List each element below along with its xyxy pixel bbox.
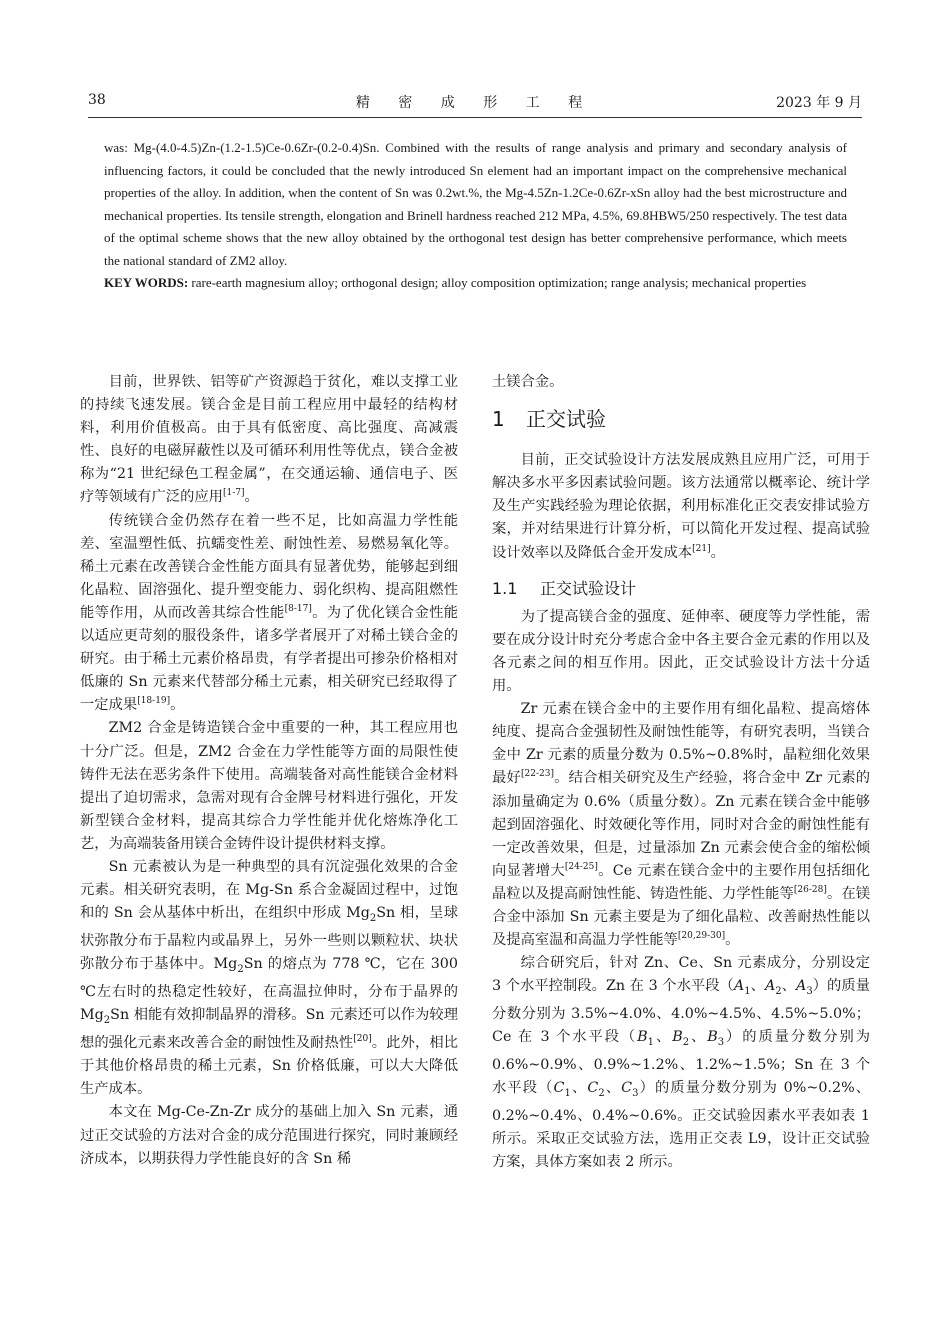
- factor-symbol: C: [621, 1080, 633, 1097]
- left-column: [80, 371, 458, 1171]
- text: 。结合相关研究及生产经验，将合金中 Zr 元素的添加量确定为 0.6%（质量分数）。Zn 元素在镁合金中能够起到固溶强化、时效硬化等作用，同时对合金的耐蚀性能有一定改善效果，但是，过量添加 Zn 元素会使合金的缩松倾向显著增大: [492, 770, 870, 879]
- abstract-text: was: Mg-(4.0-4.5)Zn-(1.2-1.5)Ce-0.6Zr-(0.2-0.4)Sn. Combined with the results of range analysis and primary and secondary analysis of influencing factors, it could be concluded that the newly introduced Sn element had an important impact on the comprehensive mechanical properties of the alloy. In addition, when the content of Sn was 0.2wt.%, the Mg-4.5Zn-1.2Ce-0.6Zr-xSn alloy had the best microstructure and mechanical properties. Its tensile strength, elongation and Brinell hardness reached 212 MPa, 4.5%, 69.8HBW5/250 respectively. The test data of the optimal scheme shows that the new alloy obtained by the orthogonal test design has better comprehensive performance, which meets the national standard of ZM2 alloy.: [104, 140, 847, 268]
- citation: [22-23]: [520, 769, 554, 780]
- factor-symbol: C: [587, 1080, 599, 1097]
- subscript: 2: [598, 1088, 605, 1100]
- right-column: [492, 371, 870, 1175]
- text: 目前，世界铁、铝等矿产资源趋于贫化，难以支撑工业的持续飞速发展。镁合金是目前工程应用中最轻的结构材料，利用价值极高。由于具有低密度、高比强度、高减震性、良好的电磁屏蔽性以及可循环利用性等优点，镁合金被称为“21 世纪绿色工程金属”，在交通运输、通信电子、医疗等领域有广泛的应用: [80, 374, 458, 506]
- subscript: 2: [237, 964, 244, 976]
- text: 目前，正交试验设计方法发展成熟且应用广泛，可用于解决多水平多因素试验问题。该方法通常以概率论、统计学及生产实践经验为理论依据，利用标准化正交表安排试验方案，并对结果进行计算分析，可以简化开发过程、提高试验设计效率以及降低合金开发成本: [492, 452, 870, 561]
- subsection-number: 1.1: [492, 578, 518, 598]
- text: Sn 相，呈球状弥散分布于晶粒内或晶界上，另外一些则以颗粒状、块状弥散分布于基体中。Mg: [80, 905, 458, 973]
- paragraph: [80, 371, 458, 510]
- issue-date: 2023 年 9 月: [776, 95, 862, 111]
- text: 综合研究后，针对 Zn、Ce、Sn 元素成分，分别设定 3 个水平控制段。Zn 在 3 个水平段（: [492, 955, 870, 995]
- text: 、: [689, 1029, 708, 1046]
- text: Zr 元素在镁合金中的主要作用有细化晶粒、提高熔体纯度、提高合金强韧性及耐蚀性能等，有研究表明，当镁合金中 Zr 元素的质量分数为 0.5%~0.8%时，晶粒细化效果最好: [492, 701, 870, 787]
- paragraph: [492, 698, 870, 952]
- paragraph: [80, 856, 458, 1102]
- text: 。在镁合金中添加 Sn 元素主要是为了细化晶粒、改善耐热性能以及提高室温和高温力学性能等: [492, 885, 871, 949]
- text: 。此外，相比于其他价格昂贵的稀土元素，Sn 价格低廉，可以大大降低生产成本。: [80, 1035, 459, 1098]
- text: 。: [170, 697, 185, 714]
- paragraph: [492, 952, 870, 1174]
- citation: [18-19]: [137, 696, 171, 707]
- citation: [24-25]: [564, 862, 598, 873]
- subscript: 2: [775, 986, 782, 998]
- paragraph: [492, 449, 870, 564]
- citation: [8-17]: [284, 604, 312, 615]
- text: Sn 元素被认为是一种典型的具有沉淀强化效果的合金元素。相关研究表明，在 Mg-Sn 系合金凝固过程中，过饱和的 Sn 会从基体中析出，在组织中形成 Mg: [80, 858, 458, 922]
- citation: [21]: [692, 543, 711, 554]
- factor-symbol: A: [764, 978, 776, 995]
- subsection-heading: [492, 577, 870, 600]
- text: 、: [604, 1080, 622, 1097]
- keywords-line: [104, 272, 847, 295]
- section-heading: [492, 408, 870, 431]
- citation: [26-28]: [793, 885, 827, 896]
- factor-symbol: C: [553, 1080, 565, 1097]
- citation: [1-7]: [222, 488, 245, 499]
- subscript: 1: [647, 1037, 655, 1049]
- keywords-label: KEY WORDS:: [104, 275, 189, 290]
- factor-symbol: A: [796, 978, 807, 995]
- running-header: [88, 92, 862, 116]
- paragraph: ZM2 合金是铸造镁合金中重要的一种，其工程应用也十分广泛。但是，ZM2 合金在力学性能等方面的局限性使铸件无法在恶劣条件下使用。高端装备对高性能镁合金材料提出了迫切需求，急需对现有合金牌号材料进行强化，开发新型镁合金材料，提高其综合力学性能并优化熔炼净化工艺，为高端装备用镁合金铸件设计提供材料支撑。: [80, 720, 458, 852]
- factor-symbol: B: [672, 1029, 683, 1046]
- text: 、: [570, 1080, 588, 1097]
- text: Sn 的熔点为 778 ℃，它在 300 ℃左右时的热稳定性较好，在高温拉伸时，分布于晶界的 Mg: [80, 956, 459, 1024]
- text: 。: [725, 932, 740, 949]
- text: 。: [244, 489, 259, 506]
- subsection-title: 正交试验设计: [540, 578, 637, 598]
- text: 、: [781, 978, 796, 995]
- paragraph: 为了提高镁合金的强度、延伸率、硬度等力学性能，需要在成分设计时充分考虑合金中各主要合金元素的作用以及各元素之间的相互作用。因此，正交试验设计方法十分适用。: [492, 608, 870, 695]
- subscript: 1: [744, 986, 751, 998]
- header-rule: [88, 117, 862, 118]
- subscript: 1: [564, 1088, 571, 1100]
- page-number: 38: [88, 92, 106, 108]
- text: 。Ce 元素在镁合金中的主要作用包括细化晶粒以及提高耐蚀性能、铸造性能、力学性能等: [492, 862, 871, 902]
- text: 。: [710, 544, 725, 561]
- section-title: 正交试验: [526, 407, 606, 432]
- text: 传统镁合金仍然存在着一些不足，比如高温力学性能差、室温塑性低、抗蠕变性差、耐蚀性差、易燃易氧化等。稀土元素在改善镁合金性能方面具有显著优势，能够起到细化晶粒、固溶强化、提升塑变能力、弱化织构、提高阻燃性能等作用，从而改善其综合性能: [80, 512, 458, 621]
- keywords: rare-earth magnesium alloy; orthogonal design; alloy composition optimization; range analysis; mechanical properties: [191, 275, 807, 290]
- paragraph: [80, 510, 458, 718]
- text: 、: [750, 978, 765, 995]
- subscript: 3: [632, 1088, 639, 1100]
- subscript: 3: [806, 986, 813, 998]
- subscript: 3: [717, 1037, 725, 1049]
- text: ）的质量分数分别为 0%~0.2%、0.2%~0.4%、0.4%~0.6%。正交试验因素水平表如表 1 所示。采取正交试验方法，选用正交表 L9，设计正交试验方案，具体方案如表 2 所示。: [492, 1080, 871, 1171]
- section-number: 1: [492, 407, 505, 432]
- citation: [20,29-30]: [677, 931, 726, 942]
- paragraph-continuation: 土镁合金。: [492, 374, 564, 390]
- paragraph: 本文在 Mg-Ce-Zn-Zr 成分的基础上加入 Sn 元素，通过正交试验的方法对合金的成分范围进行探究，同时兼顾经济成本，以期获得力学性能良好的含 Sn 稀: [80, 1104, 458, 1167]
- subscript: 2: [682, 1037, 690, 1049]
- factor-symbol: A: [733, 978, 745, 995]
- factor-symbol: B: [707, 1029, 718, 1046]
- english-abstract: [104, 137, 847, 295]
- subscript: 2: [103, 1015, 111, 1027]
- text: Sn 相能有效抑制晶界的滑移。Sn 元素还可以作为较理想的强化元素来改善合金的耐蚀性及耐热性: [80, 1007, 458, 1052]
- factor-symbol: B: [637, 1029, 648, 1046]
- subscript: 2: [369, 913, 377, 925]
- text: 、: [654, 1029, 673, 1046]
- journal-title: 精 密 成 形 工 程: [355, 95, 595, 111]
- text: 。为了优化镁合金性能以适应更苛刻的服役条件，诸多学者展开了对稀土镁合金的研究。由于稀土元素价格昂贵，有学者提出可掺杂价格相对低廉的 Sn 元素来代替部分稀土元素，相关研究已经取得了一定成果: [80, 604, 459, 714]
- text: ）的质量分数分别为 0.6%~0.9%、0.9%~1.2%、1.2%~1.5%；Sn 在 3 个水平段（: [492, 1029, 871, 1097]
- citation: [20]: [353, 1034, 372, 1045]
- text: ）的质量分数分别为 3.5%~4.0%、4.0%~4.5%、4.5%~5.0%；Ce 在 3 个水平段（: [492, 978, 871, 1046]
